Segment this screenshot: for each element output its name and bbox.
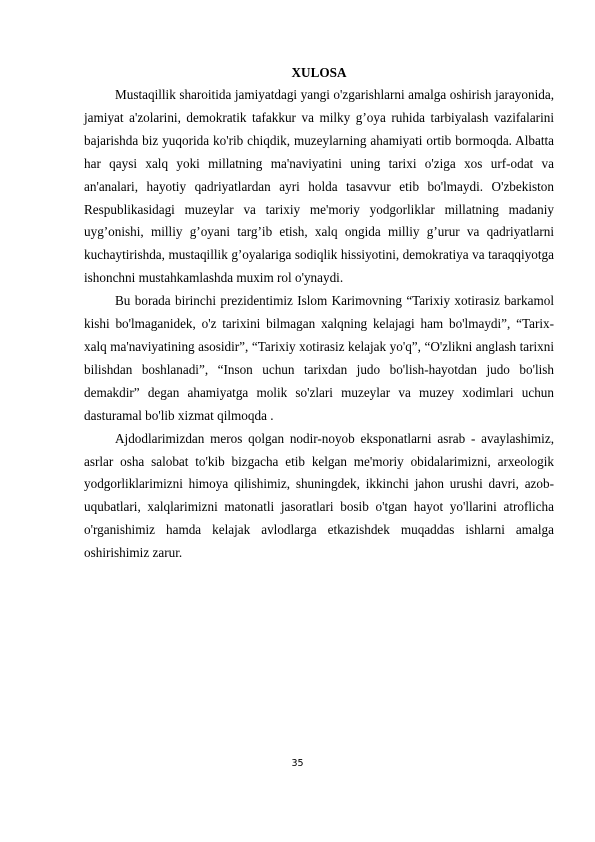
paragraph-1: Mustaqillik sharoitida jamiyatdagi yangi o'zgarishlarni amalga oshirish jarayonida, jamiyat a'zolarini, demokratik tafakkur va milky g’oya ruhida tarbiyalash vazifalarini bajarishda biz yuqorida ko'rib chiqdik, muzeylarning ahamiyati ortib bormoqda. Albatta har qaysi xalq yoki millatning ma'naviyatini uning tarixi o'ziga xos urf-odat va an'analari, hayotiy qadriyatlardan ayri holda tasavvur etib bo'lmaydi. O'zbekiston Respublikasidagi muzeylar va tarixiy me'moriy yodgorliklar millatning madaniy uyg’onishi, milliy g’oyani targ’ib etish, xalq ongida milliy g’urur va qadriyatlarni kuchaytirishda, mustaqillik g’oyalariga sodiqlik hissiyotini, demokratiya va taraqqiyotga ishonchni mustahkamlashda muxim rol o'ynaydi. xyxy=(84,87,554,286)
document-body xyxy=(84,62,554,565)
page-number: 35 xyxy=(291,758,304,769)
section-title: XULOSA xyxy=(291,65,347,80)
paragraph-3: Ajdodlarimizdan meros qolgan nodir-noyob eksponatlarni asrab - avaylashimiz, asrlar osha salobat to'kib bizgacha etib kelgan me'moriy obidalarimizni, arxeologik yodgorliklarimizni himoya qilishimiz, shuningdek, ikkinchi jahon urushi davri, azob-uqubatlari, xalqlarimizni matonatli jasoratlari bosib o'tgan hayot yo'llarini atroflicha o'rganishimiz hamda kelajak avlodlarga etkazishdek muqaddas ishlarni amalga oshirishimiz zarur. xyxy=(84,430,554,561)
paragraph-2: Bu borada birinchi prezidentimiz Islom Karimovning “Tarixiy xotirasiz barkamol kishi bo'lmaganidek, o'z tarixini bilmagan xalqning kelajagi ham bo'lmaydi”, “Tarix- xalq ma'naviyatining asosidir”, “Tarixiy xotirasiz kelajak yo'q”, “O'zlikni anglash tarixni bilishdan boshlanadi”, “Inson uchun tarixdan judo bo'lish-hayotdan judo bo'lish demakdir” degan ahamiyatga molik so'zlari muzeylar va muzey xodimlari uchun dasturamal bo'lib xizmat qilmoqda . xyxy=(84,293,554,423)
